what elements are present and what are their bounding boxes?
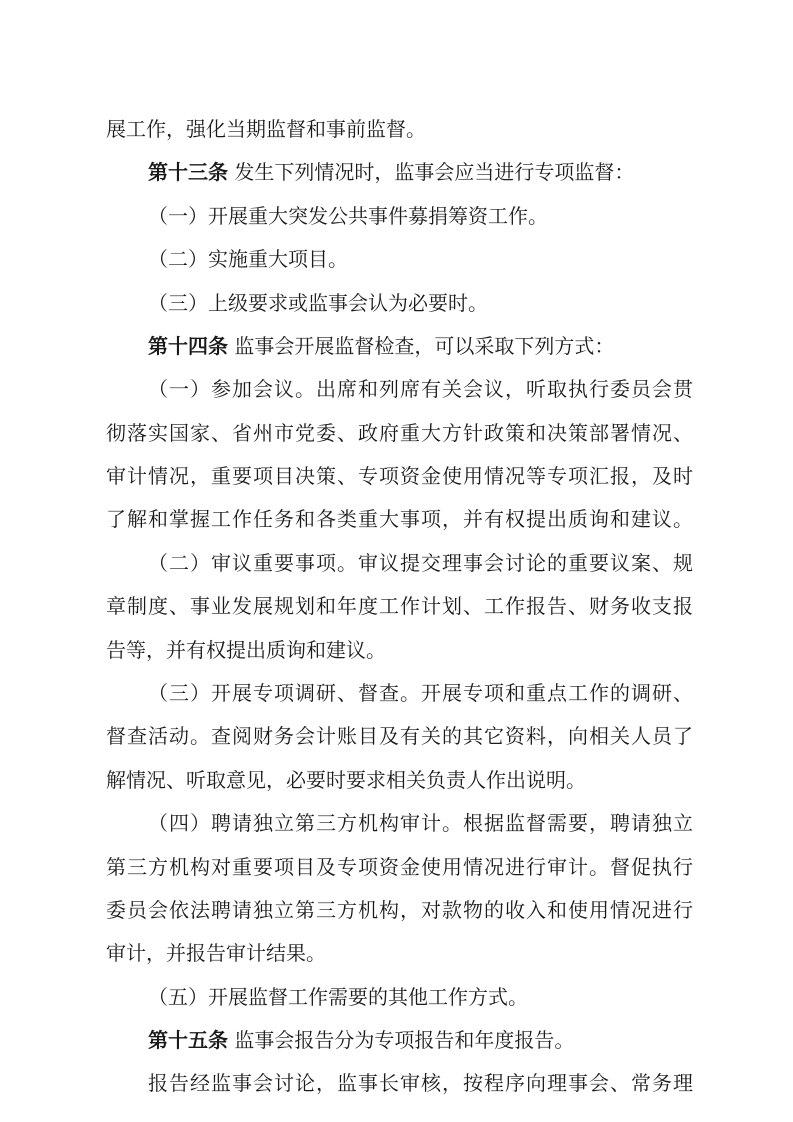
- paragraph-line: [148, 246, 693, 272]
- paragraph-line: （五）开展监督工作需要的其他工作方式。: [148, 985, 528, 1009]
- article-13-line: [148, 159, 693, 185]
- line-text: 发生下列情况时，监事会应当进行专项监督：: [228, 160, 635, 184]
- paragraph-line: 章制度、事业发展规划和年度工作计划、工作报告、财务收支报: [106, 594, 693, 618]
- article-15-line: [148, 1027, 693, 1053]
- paragraph-line: 报告经监事会讨论，监事长审核，按程序向理事会、常务理: [148, 1071, 693, 1095]
- article-heading: 第十四条: [148, 334, 228, 358]
- line-text: 展工作，强化当期监督和事前监督。: [106, 117, 426, 141]
- paragraph-line: 审计，并报告审计结果。: [106, 941, 326, 965]
- line-text: （二）实施重大项目。: [148, 247, 348, 271]
- line-text: （一）开展重大突发公共事件募捐筹资工作。: [148, 204, 548, 228]
- paragraph-line: （四）聘请独立第三方机构审计。根据监督需要，聘请独立: [148, 811, 693, 835]
- paragraph-line: 审计情况，重要项目决策、专项资金使用情况等专项汇报，及时: [106, 464, 693, 488]
- paragraph-line: 彻落实国家、省州市党委、政府重大方针政策和决策部署情况、: [106, 421, 693, 445]
- paragraph-line: 委员会依法聘请独立第三方机构，对款物的收入和使用情况进行: [106, 898, 693, 922]
- paragraph-line: 督查活动。查阅财务会计账目及有关的其它资料，向相关人员了: [106, 724, 693, 748]
- line-text: 监事会报告分为专项报告和年度报告。: [228, 1028, 575, 1052]
- paragraph-line: （二）审议重要事项。审议提交理事会讨论的重要议案、规: [148, 551, 693, 575]
- article-14-line: [148, 333, 693, 359]
- paragraph-line: 第三方机构对重要项目及专项资金使用情况进行审计。督促执行: [106, 855, 693, 879]
- paragraph-line: [148, 290, 693, 316]
- paragraph-line: 了解和掌握工作任务和各类重大事项，并有权提出质询和建议。: [106, 507, 693, 531]
- line-text: 监事会开展监督检查，可以采取下列方式：: [228, 334, 615, 358]
- paragraph-line: 解情况、听取意见，必要时要求相关负责人作出说明。: [106, 768, 586, 792]
- line-text: （三）上级要求或监事会认为必要时。: [148, 291, 488, 315]
- paragraph-line: [106, 116, 693, 142]
- paragraph-line: （三）开展专项调研、督查。开展专项和重点工作的调研、: [148, 681, 693, 705]
- article-heading: 第十三条: [148, 160, 228, 184]
- paragraph-line: 告等，并有权提出质询和建议。: [106, 638, 386, 662]
- article-heading: 第十五条: [148, 1028, 228, 1052]
- paragraph-line: [148, 203, 693, 229]
- paragraph-line: （一）参加会议。出席和列席有关会议，听取执行委员会贯: [148, 377, 693, 401]
